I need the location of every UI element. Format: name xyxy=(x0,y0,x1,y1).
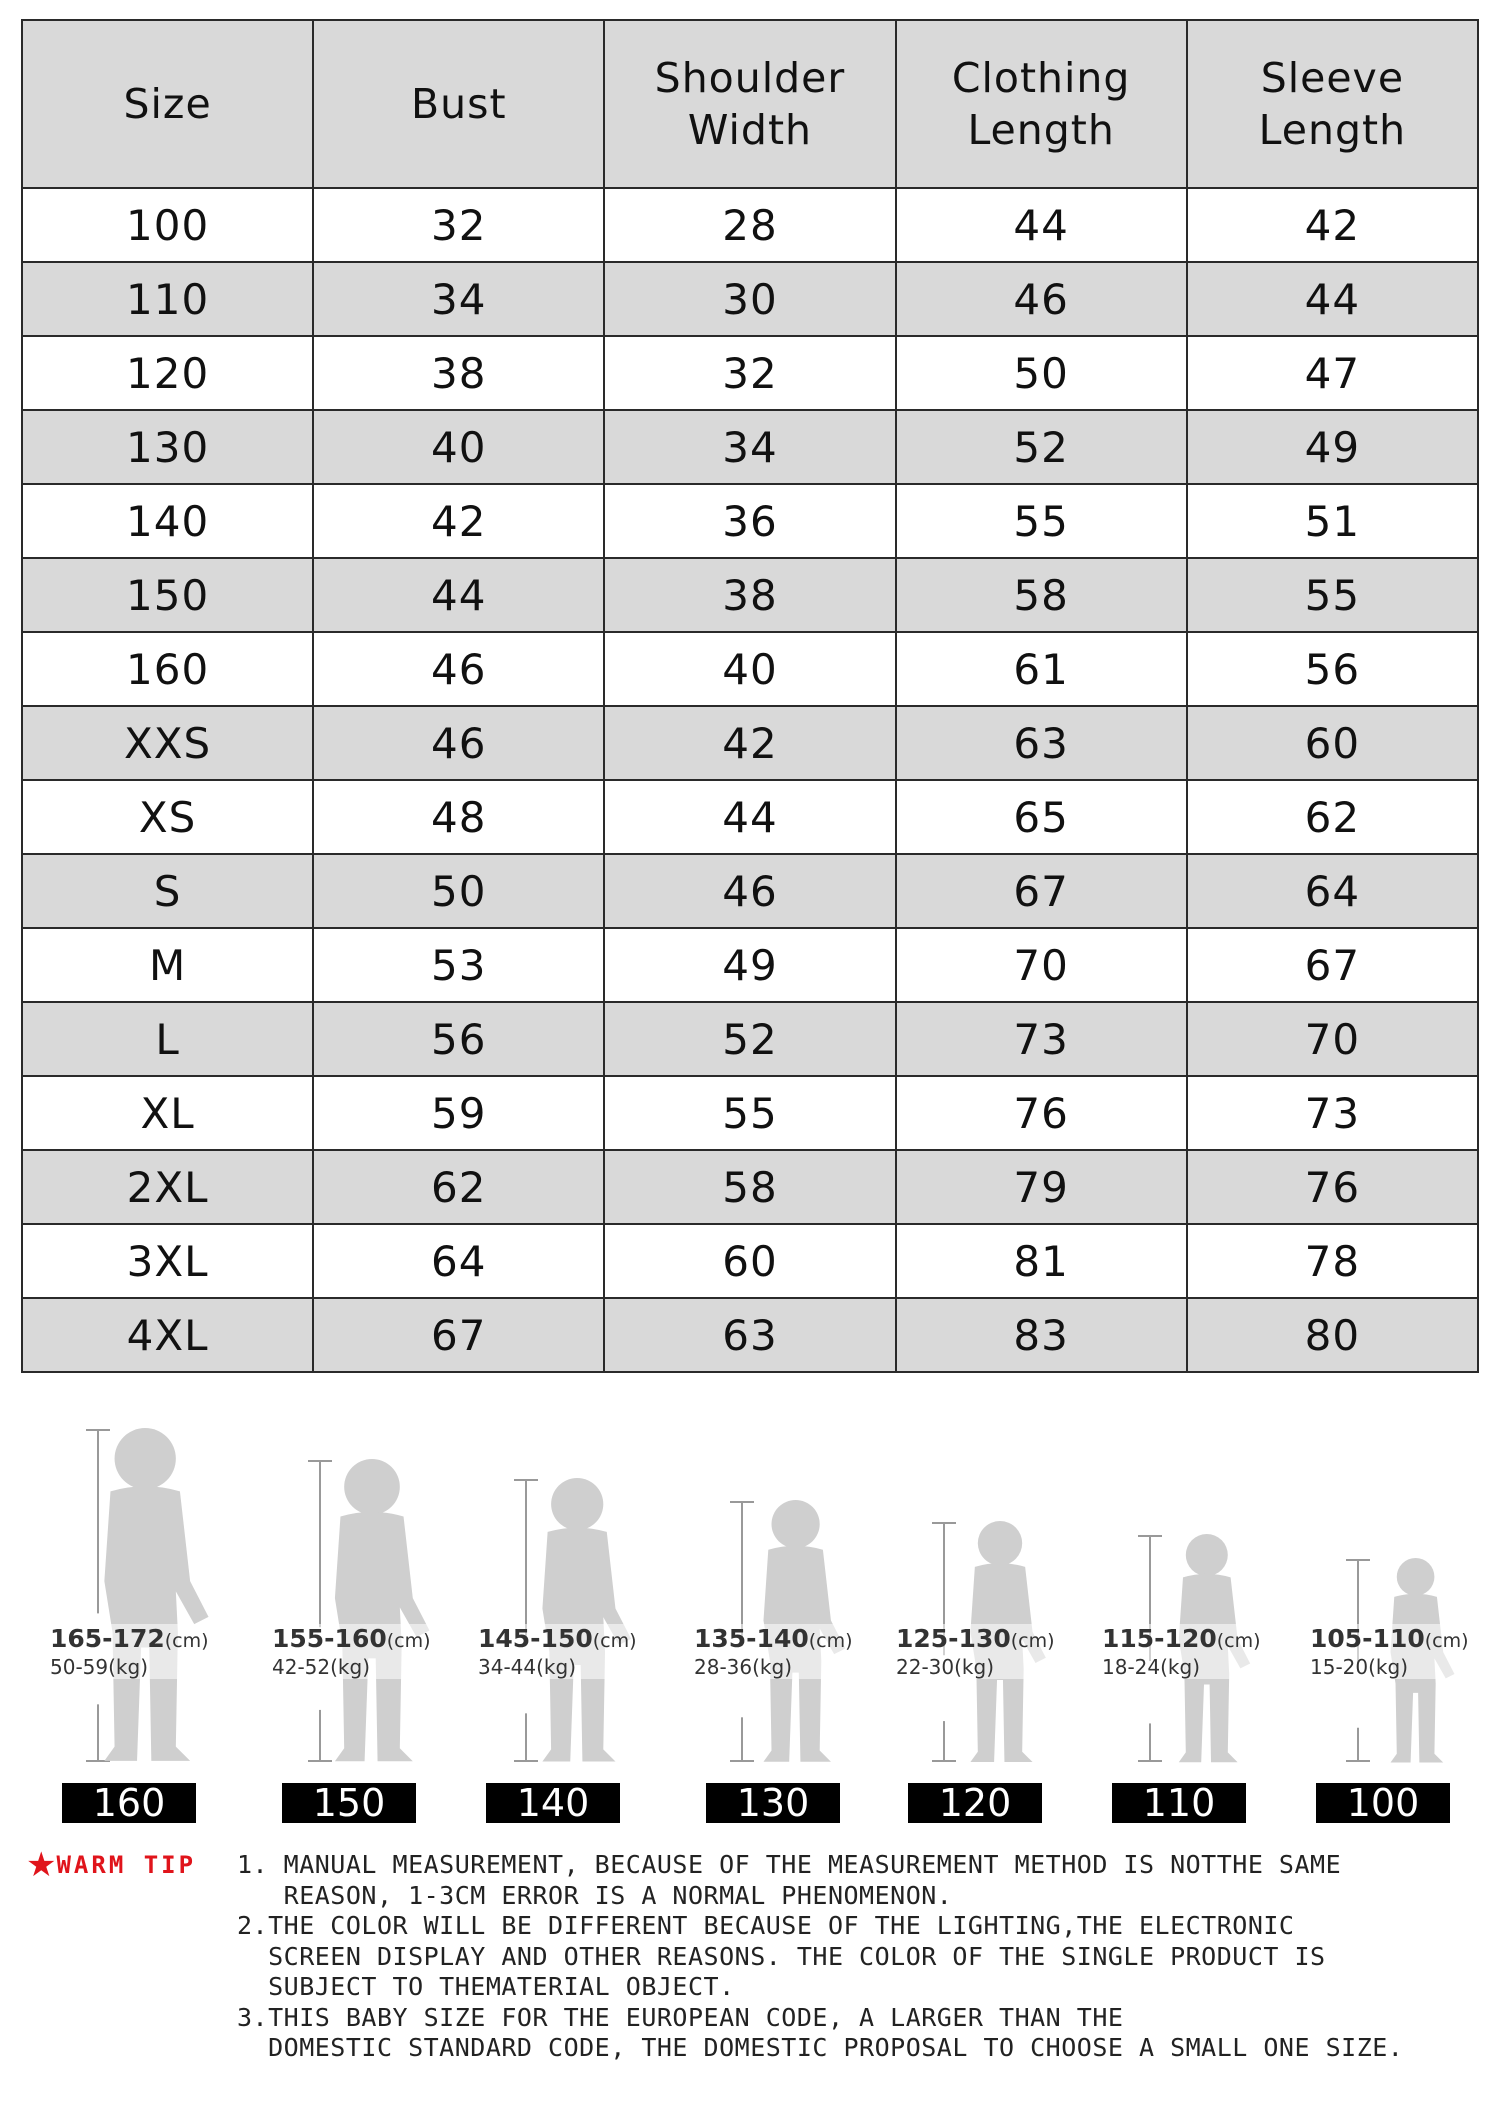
height-range: 105-110 xyxy=(1310,1624,1425,1653)
size-box: 100 xyxy=(1316,1783,1450,1823)
warm-tip-notes xyxy=(237,1850,1487,2064)
child-figure xyxy=(272,1459,442,1765)
table-cell: 60 xyxy=(604,1224,895,1298)
child-silhouette-icon xyxy=(272,1459,442,1765)
table-row xyxy=(22,410,1478,484)
table-cell: 67 xyxy=(896,854,1187,928)
header-size: Size xyxy=(22,20,313,188)
table-cell: 110 xyxy=(22,262,313,336)
height-weight-label xyxy=(1102,1624,1261,1679)
table-cell: 70 xyxy=(1187,1002,1478,1076)
height-range: 165-172 xyxy=(50,1624,165,1653)
header-shoulder-width: Shoulder Width xyxy=(604,20,895,188)
note-line: DOMESTIC STANDARD CODE, THE DOMESTIC PROPOSAL TO CHOOSE A SMALL ONE SIZE. xyxy=(237,2033,1404,2062)
table-cell: 56 xyxy=(313,1002,604,1076)
table-cell: 50 xyxy=(896,336,1187,410)
note-line: 2.THE COLOR WILL BE DIFFERENT BECAUSE OF THE LIGHTING,THE ELECTRONIC xyxy=(237,1911,1295,1940)
table-row xyxy=(22,1224,1478,1298)
weight-range: 28-36(kg) xyxy=(694,1655,792,1679)
size-box: 140 xyxy=(486,1783,620,1823)
weight-range: 18-24(kg) xyxy=(1102,1655,1200,1679)
table-cell: 49 xyxy=(1187,410,1478,484)
table-cell: 63 xyxy=(604,1298,895,1372)
table-cell: 51 xyxy=(1187,484,1478,558)
table-row xyxy=(22,1150,1478,1224)
table-cell: 79 xyxy=(896,1150,1187,1224)
table-cell: 47 xyxy=(1187,336,1478,410)
height-unit: (cm) xyxy=(592,1630,637,1652)
height-unit: (cm) xyxy=(1424,1630,1469,1652)
table-cell: 32 xyxy=(313,188,604,262)
child-figure xyxy=(1310,1558,1480,1765)
weight-range: 15-20(kg) xyxy=(1310,1655,1408,1679)
table-row xyxy=(22,854,1478,928)
height-weight-label xyxy=(694,1624,853,1679)
table-row xyxy=(22,1076,1478,1150)
note-line: 1. MANUAL MEASUREMENT, BECAUSE OF THE MEASUREMENT METHOD IS NOTTHE SAME xyxy=(237,1850,1342,1879)
table-cell: XL xyxy=(22,1076,313,1150)
height-range: 115-120 xyxy=(1102,1624,1217,1653)
height-weight-label xyxy=(1310,1624,1469,1679)
table-cell: S xyxy=(22,854,313,928)
header-sleeve-length: Sleeve Length xyxy=(1187,20,1478,188)
size-box: 160 xyxy=(62,1783,196,1823)
table-cell: 42 xyxy=(1187,188,1478,262)
table-cell: 58 xyxy=(896,558,1187,632)
table-cell: 40 xyxy=(313,410,604,484)
table-cell: 67 xyxy=(313,1298,604,1372)
table-cell: 46 xyxy=(313,706,604,780)
child-figure xyxy=(50,1428,220,1765)
table-cell: 64 xyxy=(313,1224,604,1298)
table-header-row xyxy=(22,20,1478,188)
table-cell: 80 xyxy=(1187,1298,1478,1372)
table-row xyxy=(22,188,1478,262)
table-cell: 40 xyxy=(604,632,895,706)
table-cell: 58 xyxy=(604,1150,895,1224)
table-row xyxy=(22,780,1478,854)
table-row xyxy=(22,632,1478,706)
height-unit: (cm) xyxy=(386,1630,431,1652)
height-range: 155-160 xyxy=(272,1624,387,1653)
height-weight-label xyxy=(50,1624,209,1679)
note-line: 3.THIS BABY SIZE FOR THE EUROPEAN CODE, A LARGER THAN THE xyxy=(237,2002,1124,2032)
note-line: SUBJECT TO THEMATERIAL OBJECT. xyxy=(237,1972,735,2001)
height-weight-label xyxy=(272,1624,431,1679)
table-row xyxy=(22,706,1478,780)
table-cell: 46 xyxy=(896,262,1187,336)
height-range: 145-150 xyxy=(478,1624,593,1653)
table-cell: XS xyxy=(22,780,313,854)
table-cell: 64 xyxy=(1187,854,1478,928)
size-chart-table xyxy=(21,19,1479,1373)
header-clothing-length: Clothing Length xyxy=(896,20,1187,188)
size-box: 130 xyxy=(706,1783,840,1823)
height-weight-label xyxy=(896,1624,1055,1679)
table-cell: 3XL xyxy=(22,1224,313,1298)
table-cell: 46 xyxy=(313,632,604,706)
height-unit: (cm) xyxy=(1010,1630,1055,1652)
table-cell: 52 xyxy=(896,410,1187,484)
table-cell: 78 xyxy=(1187,1224,1478,1298)
height-unit: (cm) xyxy=(164,1630,209,1652)
table-cell: 120 xyxy=(22,336,313,410)
table-cell: 28 xyxy=(604,188,895,262)
table-cell: 160 xyxy=(22,632,313,706)
table-row xyxy=(22,1298,1478,1372)
table-cell: 55 xyxy=(896,484,1187,558)
table-cell: 55 xyxy=(1187,558,1478,632)
table-cell: 150 xyxy=(22,558,313,632)
table-cell: 81 xyxy=(896,1224,1187,1298)
table-cell: 44 xyxy=(896,188,1187,262)
table-cell: 55 xyxy=(604,1076,895,1150)
table-cell: 60 xyxy=(1187,706,1478,780)
table-cell: 73 xyxy=(896,1002,1187,1076)
table-cell: 44 xyxy=(1187,262,1478,336)
table-row xyxy=(22,484,1478,558)
table-cell: 36 xyxy=(604,484,895,558)
table-cell: 53 xyxy=(313,928,604,1002)
table-cell: 61 xyxy=(896,632,1187,706)
table-cell: 4XL xyxy=(22,1298,313,1372)
table-cell: 52 xyxy=(604,1002,895,1076)
warm-tip-heading xyxy=(26,1845,196,1885)
weight-range: 50-59(kg) xyxy=(50,1655,148,1679)
table-cell: 34 xyxy=(313,262,604,336)
table-cell: 38 xyxy=(604,558,895,632)
height-range: 135-140 xyxy=(694,1624,809,1653)
table-cell: 50 xyxy=(313,854,604,928)
warm-tip-title: WARM TIP xyxy=(56,1851,197,1879)
table-cell: 76 xyxy=(1187,1150,1478,1224)
figure-strip xyxy=(0,1380,1500,1830)
table-cell: 49 xyxy=(604,928,895,1002)
table-body xyxy=(22,188,1478,1372)
child-figure xyxy=(694,1500,864,1765)
table-row xyxy=(22,336,1478,410)
table-cell: 140 xyxy=(22,484,313,558)
child-figure xyxy=(478,1478,648,1765)
table-cell: 34 xyxy=(604,410,895,484)
table-row xyxy=(22,558,1478,632)
table-cell: XXS xyxy=(22,706,313,780)
child-silhouette-icon xyxy=(50,1428,220,1765)
height-range: 125-130 xyxy=(896,1624,1011,1653)
size-box: 120 xyxy=(908,1783,1042,1823)
table-cell: 83 xyxy=(896,1298,1187,1372)
table-row xyxy=(22,928,1478,1002)
height-unit: (cm) xyxy=(1216,1630,1261,1652)
table-cell: 56 xyxy=(1187,632,1478,706)
table-cell: 48 xyxy=(313,780,604,854)
table-cell: 32 xyxy=(604,336,895,410)
table-cell: 70 xyxy=(896,928,1187,1002)
note-line: REASON, 1-3CM ERROR IS A NORMAL PHENOMENON. xyxy=(237,1880,953,1910)
table-cell: 42 xyxy=(604,706,895,780)
table-cell: 62 xyxy=(313,1150,604,1224)
height-unit: (cm) xyxy=(808,1630,853,1652)
child-silhouette-icon xyxy=(478,1478,648,1765)
table-cell: 100 xyxy=(22,188,313,262)
table-row xyxy=(22,262,1478,336)
table-cell: M xyxy=(22,928,313,1002)
size-box: 110 xyxy=(1112,1783,1246,1823)
header-bust: Bust xyxy=(313,20,604,188)
weight-range: 42-52(kg) xyxy=(272,1655,370,1679)
table-row xyxy=(22,1002,1478,1076)
table-cell: 44 xyxy=(313,558,604,632)
table-cell: 38 xyxy=(313,336,604,410)
table-cell: 30 xyxy=(604,262,895,336)
table-cell: 65 xyxy=(896,780,1187,854)
table-cell: 73 xyxy=(1187,1076,1478,1150)
table-cell: 62 xyxy=(1187,780,1478,854)
table-cell: 46 xyxy=(604,854,895,928)
table-cell: 67 xyxy=(1187,928,1478,1002)
weight-range: 34-44(kg) xyxy=(478,1655,576,1679)
table-cell: L xyxy=(22,1002,313,1076)
child-figure xyxy=(896,1521,1066,1765)
star-icon: ★ xyxy=(26,1845,57,1885)
table-cell: 63 xyxy=(896,706,1187,780)
table-cell: 130 xyxy=(22,410,313,484)
table-cell: 44 xyxy=(604,780,895,854)
table-cell: 2XL xyxy=(22,1150,313,1224)
table-cell: 59 xyxy=(313,1076,604,1150)
weight-range: 22-30(kg) xyxy=(896,1655,994,1679)
table-cell: 42 xyxy=(313,484,604,558)
child-figure xyxy=(1102,1534,1272,1765)
table-cell: 76 xyxy=(896,1076,1187,1150)
note-line: SCREEN DISPLAY AND OTHER REASONS. THE COLOR OF THE SINGLE PRODUCT IS xyxy=(237,1941,1326,1971)
height-weight-label xyxy=(478,1624,637,1679)
size-box: 150 xyxy=(282,1783,416,1823)
